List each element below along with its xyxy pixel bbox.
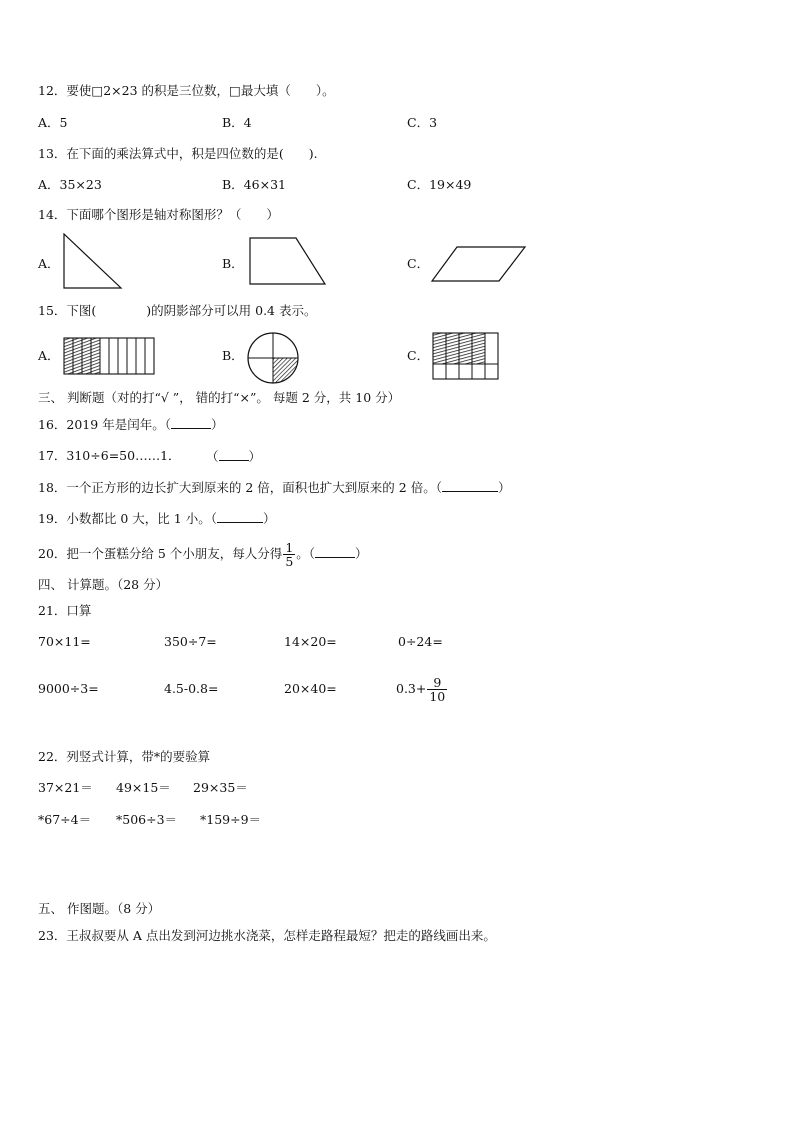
q20-text: 20．把一个蛋糕分给 5 个小朋友，每人分得	[38, 546, 283, 561]
shaded-strip-figure	[63, 337, 155, 375]
q16	[38, 416, 223, 433]
q22-item: *506÷3＝	[116, 812, 178, 827]
parallelogram-figure	[431, 245, 527, 283]
q14-option-a: A．	[38, 256, 60, 271]
q16-close-paren: ）	[210, 417, 224, 432]
q13-stem: 13．在下面的乘法算式中，积是四位数的是( ).	[38, 146, 318, 161]
q20	[38, 536, 368, 572]
shaded-circle-figure	[246, 331, 300, 385]
q21-item: 14×20=	[284, 634, 337, 649]
q20-fraction-numerator: 1	[285, 540, 294, 555]
q13-option-c: C．19×49	[407, 177, 472, 192]
q15-option-b: B．	[222, 348, 244, 363]
q12-option-b: B．4	[222, 115, 252, 130]
right-triangle-figure	[63, 233, 123, 289]
q22-item: 29×35＝	[193, 780, 248, 795]
section-4-heading: 四、 计算题。（28 分）	[38, 577, 169, 592]
q22-item: *159÷9＝	[200, 812, 262, 827]
q21-item: 4.5-0.8=	[164, 681, 219, 696]
q15-option-c: C．	[407, 348, 430, 363]
q19-close-paren: ）	[262, 511, 276, 526]
q21-fraction-numerator: 9	[427, 676, 447, 690]
q21-title: 21．口算	[38, 603, 92, 618]
q20-text-after: 。（	[296, 546, 316, 561]
q17	[38, 448, 181, 464]
q21-fraction-denominator: 10	[429, 689, 446, 704]
q21-item: 70×11=	[38, 634, 91, 649]
q21-item: 20×40=	[284, 681, 337, 696]
section-5-heading: 五、 作图题。（8 分）	[38, 901, 161, 916]
q13-option-b: B．46×31	[222, 177, 286, 192]
q21-item: 350÷7=	[164, 634, 217, 649]
q18	[38, 479, 510, 496]
q20-answer-blank[interactable]	[315, 545, 355, 558]
q23-stem: 23．王叔叔要从 A 点出发到河边挑水浇菜，怎样走路程最短？把走的路线画出来。	[38, 928, 496, 943]
q19-text: 19．小数都比 0 大，比 1 小。（	[38, 511, 217, 526]
q16-answer-blank[interactable]	[171, 416, 211, 429]
q12-option-a: A．5	[38, 115, 68, 130]
q17-answer	[206, 448, 261, 465]
shaded-grid-figure	[432, 332, 499, 380]
q22-item: 49×15＝	[116, 780, 171, 795]
q14-option-b: B．	[222, 256, 244, 271]
q17-answer-blank[interactable]	[219, 448, 249, 461]
q19	[38, 510, 275, 527]
q18-answer-blank[interactable]	[442, 479, 498, 492]
q22-item: 37×21＝	[38, 780, 93, 795]
q21-fraction	[427, 676, 447, 703]
q18-text: 18．一个正方形的边长扩大到原来的 2 倍，面积也扩大到原来的 2 倍。（	[38, 480, 442, 495]
q21-item-fraction-sum	[396, 670, 448, 708]
q21-item: 0÷24=	[398, 634, 443, 649]
q17-text: 17．310÷6=50……1．	[38, 448, 181, 463]
q17-close-paren: ）	[248, 449, 262, 464]
q20-fraction-denominator: 5	[285, 554, 294, 569]
q15-stem: 15．下图( )的阴影部分可以用 0.4 表示。	[38, 303, 317, 318]
q12-option-c: C．3	[407, 115, 438, 130]
section-3-heading: 三、 判断题（对的打“√ ”， 错的打“×”。 每题 2 分，共 10 分）	[38, 390, 401, 405]
q17-open-paren: （	[206, 449, 219, 464]
q14-option-c: C．	[407, 256, 430, 271]
q19-answer-blank[interactable]	[217, 510, 263, 523]
q21-item: 9000÷3=	[38, 681, 99, 696]
q22-item: *67÷4＝	[38, 812, 92, 827]
q20-fraction	[283, 541, 295, 568]
q16-text: 16．2019 年是闰年。（	[38, 417, 171, 432]
q13-option-a: A．35×23	[38, 177, 102, 192]
q14-stem: 14．下面哪个图形是轴对称图形？（ ）	[38, 207, 279, 222]
q22-title: 22．列竖式计算，带*的要验算	[38, 749, 211, 764]
q21-fraction-sum-left: 0.3+	[396, 681, 427, 696]
q20-close-paren: ）	[355, 546, 368, 561]
q12-stem: 12．要使□2×23 的积是三位数，□最大填（ ）。	[38, 83, 335, 98]
right-trapezoid-figure	[249, 237, 327, 285]
q15-option-a: A．	[38, 348, 60, 363]
q18-close-paren: ）	[497, 480, 511, 495]
